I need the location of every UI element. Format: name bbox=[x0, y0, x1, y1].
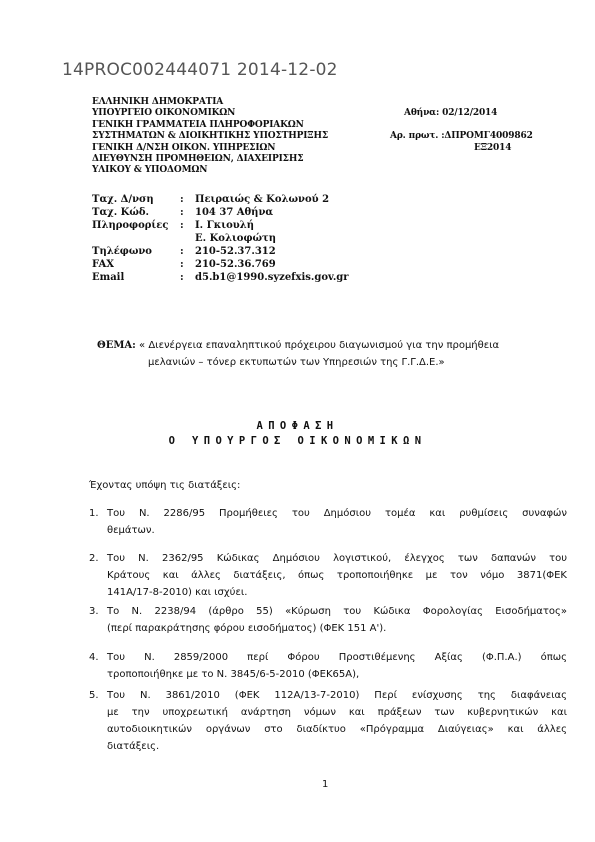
contact-row bbox=[92, 220, 392, 234]
item-number: 2. bbox=[89, 553, 99, 564]
document-date: Αθήνα: 02/12/2014 bbox=[404, 108, 498, 118]
contact-row bbox=[92, 194, 392, 208]
contact-separator: : bbox=[180, 207, 184, 218]
contact-email: d5.b1@1990.syzefxis.gov.gr bbox=[195, 272, 349, 283]
intro-text: Έχοντας υπόψη τις διατάξεις: bbox=[89, 480, 241, 491]
list-item bbox=[89, 649, 567, 683]
issuing-authority-block bbox=[92, 97, 328, 177]
item-line: τροποποιήθηκε με το Ν. 3845/6-5-2010 (ΦΕΚ65Α), bbox=[107, 669, 360, 680]
header-line: ΣΥΣΤΗΜΑΤΩΝ & ΔΙΟΙΚΗΤΙΚΗΣ ΥΠΟΣΤΗΡΙΞΗΣ bbox=[92, 131, 329, 142]
subject-label: ΘΕΜΑ: bbox=[97, 340, 136, 351]
header-line: ΔΙΕΥΘΥΝΣΗ ΠΡΟΜΗΘΕΙΩΝ, ΔΙΑΧΕΙΡΙΣΗΣ bbox=[92, 153, 304, 164]
item-number: 5. bbox=[89, 690, 99, 701]
item-line: Κράτους και άλλες διατάξεις, όπως τροποποιήθηκε με τον νόμο 3871(ΦΕΚ bbox=[107, 570, 567, 581]
item-line: θεμάτων. bbox=[107, 525, 155, 536]
item-line: (περί παρακράτησης φόρου εισοδήματος) (ΦΕΚ 151 Α'). bbox=[107, 623, 387, 634]
contact-value: 210-52.37.312 bbox=[195, 246, 276, 257]
item-number: 4. bbox=[89, 652, 99, 663]
contact-row bbox=[92, 259, 392, 273]
contact-value: 210-52.36.769 bbox=[195, 259, 276, 270]
list-item bbox=[89, 505, 567, 539]
header-line: ΥΛΙΚΟΥ & ΥΠΟΔΟΜΩΝ bbox=[92, 165, 208, 176]
contact-value: Ι. Γκιουλή bbox=[195, 220, 254, 231]
header-line: ΥΠΟΥΡΓΕΙΟ ΟΙΚΟΝΟΜΙΚΩΝ bbox=[92, 108, 236, 119]
contact-row bbox=[92, 246, 392, 260]
list-item bbox=[89, 550, 567, 601]
contact-details bbox=[92, 194, 412, 294]
subject-text: « Διενέργεια επαναληπτικού πρόχειρου διαγωνισμού για την προμήθεια bbox=[139, 340, 500, 351]
list-item bbox=[89, 687, 567, 755]
protocol-number: Αρ. πρωτ. :ΔΠΡΟΜΓ4009862 bbox=[390, 131, 533, 141]
contact-row bbox=[92, 272, 392, 286]
header-line: ΕΛΛΗΝΙΚΗ ΔΗΜΟΚΡΑΤΙΑ bbox=[92, 97, 224, 107]
item-line: Του Ν. 3861/2010 (ΦΕΚ 112Α/13-7-2010) Περί ενίσχυσης της διαφάνειας bbox=[107, 690, 567, 701]
item-line: αυτοδιοικητικών οργάνων στο διαδίκτυο «Πρόγραμμα Διαύγειας» και άλλες bbox=[107, 724, 567, 735]
document-stamp: 14PROC002444071 2014-12-02 bbox=[62, 60, 338, 80]
header-line: ΓΕΝΙΚΗ ΓΡΑΜΜΑΤΕΙΑ ΠΛΗΡΟΦΟΡΙΑΚΩΝ bbox=[92, 119, 304, 130]
item-number: 1. bbox=[89, 508, 99, 519]
item-line: Του Ν. 2286/95 Προμήθειες του Δημόσιου τομέα και ρυθμίσεις συναφών bbox=[107, 508, 567, 519]
page-number: 1 bbox=[322, 779, 329, 790]
decision-subtitle: Ο ΥΠΟΥΡΓΟΣ ΟΙΚΟΝΟΜΙΚΩΝ bbox=[168, 435, 427, 447]
contact-label: Ταχ. Δ/νση bbox=[92, 194, 154, 205]
contact-label: Ταχ. Κώδ. bbox=[92, 207, 150, 218]
contact-separator: : bbox=[180, 259, 184, 270]
item-line: Του Ν. 2859/2000 περί Φόρου Προστιθέμενης Αξίας (Φ.Π.Α.) όπως bbox=[107, 652, 567, 663]
header-line: ΓΕΝΙΚΗ Δ/ΝΣΗ ΟΙΚΟΝ. ΥΠΗΡΕΣΙΩΝ bbox=[92, 142, 276, 153]
subject-line-1 bbox=[97, 337, 499, 354]
contact-label: Τηλέφωνο bbox=[92, 246, 152, 257]
contact-label: Email bbox=[92, 272, 125, 283]
contact-value: Ε. Κολιοφώτη bbox=[195, 233, 277, 244]
item-line: διατάξεις. bbox=[107, 741, 160, 752]
contact-label: Πληροφορίες bbox=[92, 220, 169, 231]
item-line: Το Ν. 2238/94 (άρθρο 55) «Κύρωση του Κώδικα Φορολογίας Εισοδήματος» bbox=[107, 606, 567, 617]
item-line: με την υποχρεωτική ανάρτηση νόμων και πράξεων των κυβερνητικών και bbox=[107, 707, 567, 718]
subject-line-2: μελανιών – τόνερ εκτυπωτών των Υπηρεσιών της Γ.Γ.Δ.Ε.» bbox=[148, 357, 445, 368]
contact-separator: : bbox=[180, 194, 184, 205]
list-item bbox=[89, 603, 567, 637]
contact-label: FAX bbox=[92, 259, 115, 270]
contact-separator: : bbox=[180, 272, 184, 283]
item-number: 3. bbox=[89, 606, 99, 617]
item-line: Του Ν. 2362/95 Κώδικας Δημόσιου λογιστικού, έλεγχος των δαπανών του bbox=[107, 553, 567, 564]
contact-separator: : bbox=[180, 220, 184, 231]
protocol-suffix: ΕΞ2014 bbox=[474, 143, 512, 153]
item-line: 141Α/17-8-2010) και ισχύει. bbox=[107, 587, 248, 598]
contact-row bbox=[92, 233, 392, 247]
decision-title: ΑΠΟΦΑΣΗ bbox=[256, 420, 339, 432]
contact-row bbox=[92, 207, 392, 221]
contact-value: Πειραιώς & Κολωνού 2 bbox=[195, 194, 330, 205]
contact-separator: : bbox=[180, 246, 184, 257]
contact-value: 104 37 Αθήνα bbox=[195, 207, 274, 218]
